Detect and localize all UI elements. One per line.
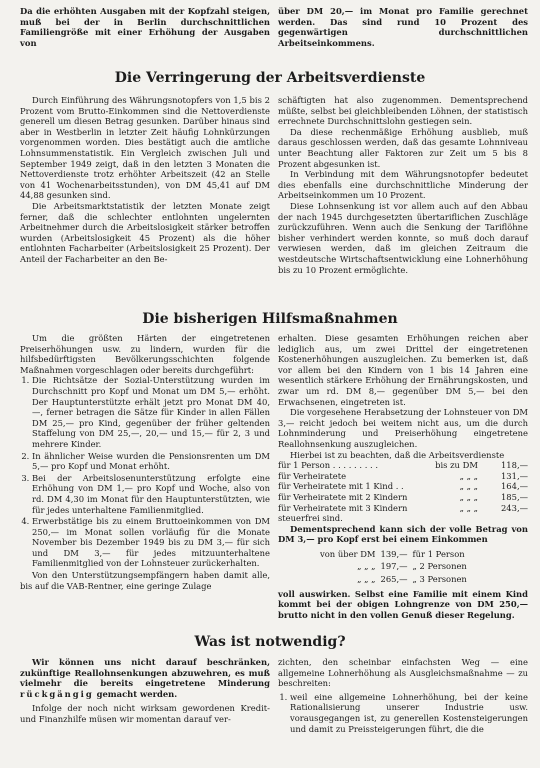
paragraph: Durch Einführung des Währungsnotopfers von 1,5 bis 2 Prozent vom Brutto-Einkommen sind die Nettoverdienste generell um diesen Betrag gesunken. Darüber hinaus sind aber in Westberlin in letzter Zeit häufig Lohnkürzungen vorgenommen worden. Dies bestätigt auch die amtliche Lohnsummenstatistik. Ein Vergleich zwischen Juli und September 1949 zeigt, daß in den letzten 3 Monaten die Nettoverdienste trotz erhöhter Arbeitszeit (42 an Stelle von 41 Wochenarbeitsstunden), von DM 45,41 auf DM 44,88 gesunken sind. (20, 95, 270, 201)
section2-left-column (20, 333, 270, 620)
section2-right-column (278, 333, 528, 620)
paragraph: Infolge der noch nicht wirksam gewordenen Kredit- und Finanzhilfe müsen wir momentan darauf ver- (20, 703, 270, 724)
section-was-ist-notwendig (20, 657, 528, 735)
paragraph: Um die größten Härten der eingetretenen Preiserhöhungen usw. zu lindern, wurden für die hilfsbedürftigsten Bevölkerungsschichten folgende Maßnahmen vorgeschlagen oder bereits durchgeführt: (20, 333, 270, 375)
list-item: 2. In ähnlicher Weise wurden die Pensionsrenten um DM 5,— pro Kopf und Monat erhöht. (32, 451, 270, 472)
table-row: für 1 Person . . . . . . . . . bis zu DM 118,— (278, 460, 528, 471)
paragraph: Da diese rechenmäßige Erhöhung ausblieb, muß daraus geschlossen werden, daß das gesamte Lohnniveau unter Beachtung aller Faktoren zur Zeit um 5 bis 8 Prozent abgesunken ist. (278, 126, 528, 169)
paragraph: Dementsprechend kann sich der volle Betrag von DM 3,— pro Kopf erst bei einem Einkommen (278, 523, 528, 545)
heading-hilfsmassnahmen: Die bisherigen Hilfsmaßnahmen (142, 311, 398, 327)
paragraph (20, 657, 270, 699)
intro-right-column (278, 6, 528, 48)
table-row: „ „ „ 265,— „ 3 Personen (357, 574, 467, 585)
section3-right-column (278, 657, 528, 735)
paragraph: In Verbindung mit dem Währungsnotopfer bedeutet dies ebenfalls eine durchschnittliche Minderung der Arbeitseinkommen um 10 Prozent. (278, 169, 528, 201)
paragraph: Die Arbeitsmarktstatistik der letzten Monate zeigt ferner, daß die schlechter entlohnten ungelernten Arbeitnehmer durch die Arbeitslosigkeit stärker betroffen wurden (Arbeitslosigkeit 45 Prozent) als die höher entlohnten Facharbeiter (Arbeitslosigkeit 25 Prozent). Der Anteil der Facharbeiter an den Be- (20, 200, 270, 264)
measures-list (20, 375, 270, 569)
paragraph: voll auswirken. Selbst eine Familie mit einem Kind kommt bei der obigen Lohngrenze von DM 250,— brutto nicht in den vollen Genuß dieser Regelung. (278, 588, 528, 620)
intro-section (20, 6, 528, 48)
paragraph: über DM 20,— im Monat pro Familie gerechnet werden. Das sind rund 10 Prozent des gegenwärtigen durchschnittlichen Arbeitseinkommens. (278, 6, 528, 48)
paragraph: Hierbei ist zu beachten, daß die Arbeitsverdienste (290, 449, 505, 460)
section-arbeitsverdienste (20, 95, 528, 275)
paragraph: Die vorgesehene Herabsetzung der Lohnsteuer von DM 3,— reicht jedoch bei weitem nicht aus, um die durch Lohnminderung und Preiserhöhung eingetretene Reallohnsenkung auszugleichen. (278, 407, 528, 449)
income-threshold-table (318, 547, 472, 587)
necessity-list (278, 692, 528, 734)
paragraph: Diese Lohnsenkung ist vor allem auch auf den Abbau der nach 1945 durchgesetzten übertariflichen Zuschläge zurückzuführen. Wenn auch die Senkung der Tariflöhne bisher verhindert werden konnte, so muß doch darauf verwiesen werden, daß im gleichen Zeitraum die westdeutsche Wirtschaftsentwicklung eine Lohnerhöhung bis zu 10 Prozent ermöglichte. (278, 200, 528, 275)
table-row: von über DM 139,— für 1 Person (320, 548, 465, 559)
paragraph: steuerfrei sind. (278, 513, 343, 524)
table-row: für Verheiratete mit 2 Kindern „ „ „ 185,— (278, 491, 528, 502)
section1-right-column (278, 95, 528, 275)
table-row: „ „ „ 197,— „ 2 Personen (357, 561, 467, 572)
tax-free-income-table (278, 460, 528, 513)
list-item: 4. Erwerbstätige bis zu einem Bruttoeinkommen von DM 250,— im Monat sollen vorläufig für die Monate November bis Dezember 1949 bis zu DM 3,— für sich und DM 3,— für jedes mitzuunterhaltene Familienmitglied von der Lohnsteuer zurückerhalten. (32, 516, 270, 569)
table-row: für Verheiratete mit 1 Kind . . „ „ „ 164,— (278, 481, 528, 492)
bold-text: gemacht werden. (96, 688, 178, 699)
paragraph: schäftigten hat also zugenommen. Dementsprechend müßte, selbst bei gleichbleibenden Löhnen, der statistisch errechnete Durchschnittslohn gestiegen sein. (278, 95, 528, 127)
intro-left-column (20, 6, 270, 48)
paragraph: zichten, den scheinbar einfachsten Weg — eine allgemeine Lohnerhöhung als Ausgleichsmaßnahme — zu beschreiten: (278, 657, 528, 689)
section-hilfsmassnahmen (20, 333, 528, 620)
bold-text: Wir können uns nicht darauf beschränken, zukünftige Reallohnsenkungen abzuwehren, es muß vielmehr die bereits eingetretene Minderung (20, 657, 270, 689)
list-item: 3. Bei der Arbeitslosenunterstützung erfolgte eine Erhöhung von DM 1,— pro Kopf und Woche, also von rd. DM 4,30 im Monat für den Hauptunterstützten, wie für jedes unterhaltene Familienmitglied. (32, 473, 270, 515)
paragraph: erhalten. Diese gesamten Erhöhungen reichen aber lediglich aus, um zwei Drittel der eingetretenen Kostenerhöhungen auszugleichen. Zu bemerken ist, daß vor allem bei den Kindern von 1 bis 14 Jahren eine wesentlich stärkere Erhöhung der Ernährungskosten, und zwar um rd. DM 8,— gegenüber DM 5,— bei den Erwachsenen, eingetreten ist. (278, 333, 528, 407)
spaced-emphasis: rückgängig (20, 688, 94, 699)
section1-left-column (20, 95, 270, 275)
paragraph: Da die erhöhten Ausgaben mit der Kopfzahl steigen, muß bei der in Berlin durchschnittlichen Familiengröße mit einer Erhöhung der Ausgaben von (20, 6, 270, 48)
table-row: für Verheiratete mit 3 Kindern „ „ „ 243,— (278, 502, 528, 513)
list-item: 1. Die Richtsätze der Sozial-Unterstützung wurden im Durchschnitt pro Kopf und Monat um DM 5,— erhöht. Der Hauptunterstützte erhält jetzt pro Monat DM 40,—, ferner betragen die Sätze für Kinder in allen Fällen DM 25,— pro Kind, gegenüber der früher geltenden Staffelung von DM 25,—, 20,— und 15,— für 2, 3 und mehrere Kinder. (32, 375, 270, 449)
paragraph: Von den Unterstützungsempfängern haben damit alle, bis auf die VAB-Rentner, eine geringe Zulage (20, 570, 270, 591)
list-item: 1. weil eine allgemeine Lohnerhöhung, bei der keine Rationalisierung unserer Industrie usw. vorausgegangen ist, zu generellen Kostensteigerungen und damit zu Preissteigerungen führt, die die (290, 692, 528, 734)
heading-arbeitsverdienste: Die Verringerung der Arbeitsverdienste (114, 70, 426, 86)
table-row: für Verheiratete „ „ „ 131,— (278, 470, 528, 481)
heading-was-ist-notwendig: Was ist notwendig? (194, 634, 346, 650)
section3-left-column (20, 657, 270, 735)
